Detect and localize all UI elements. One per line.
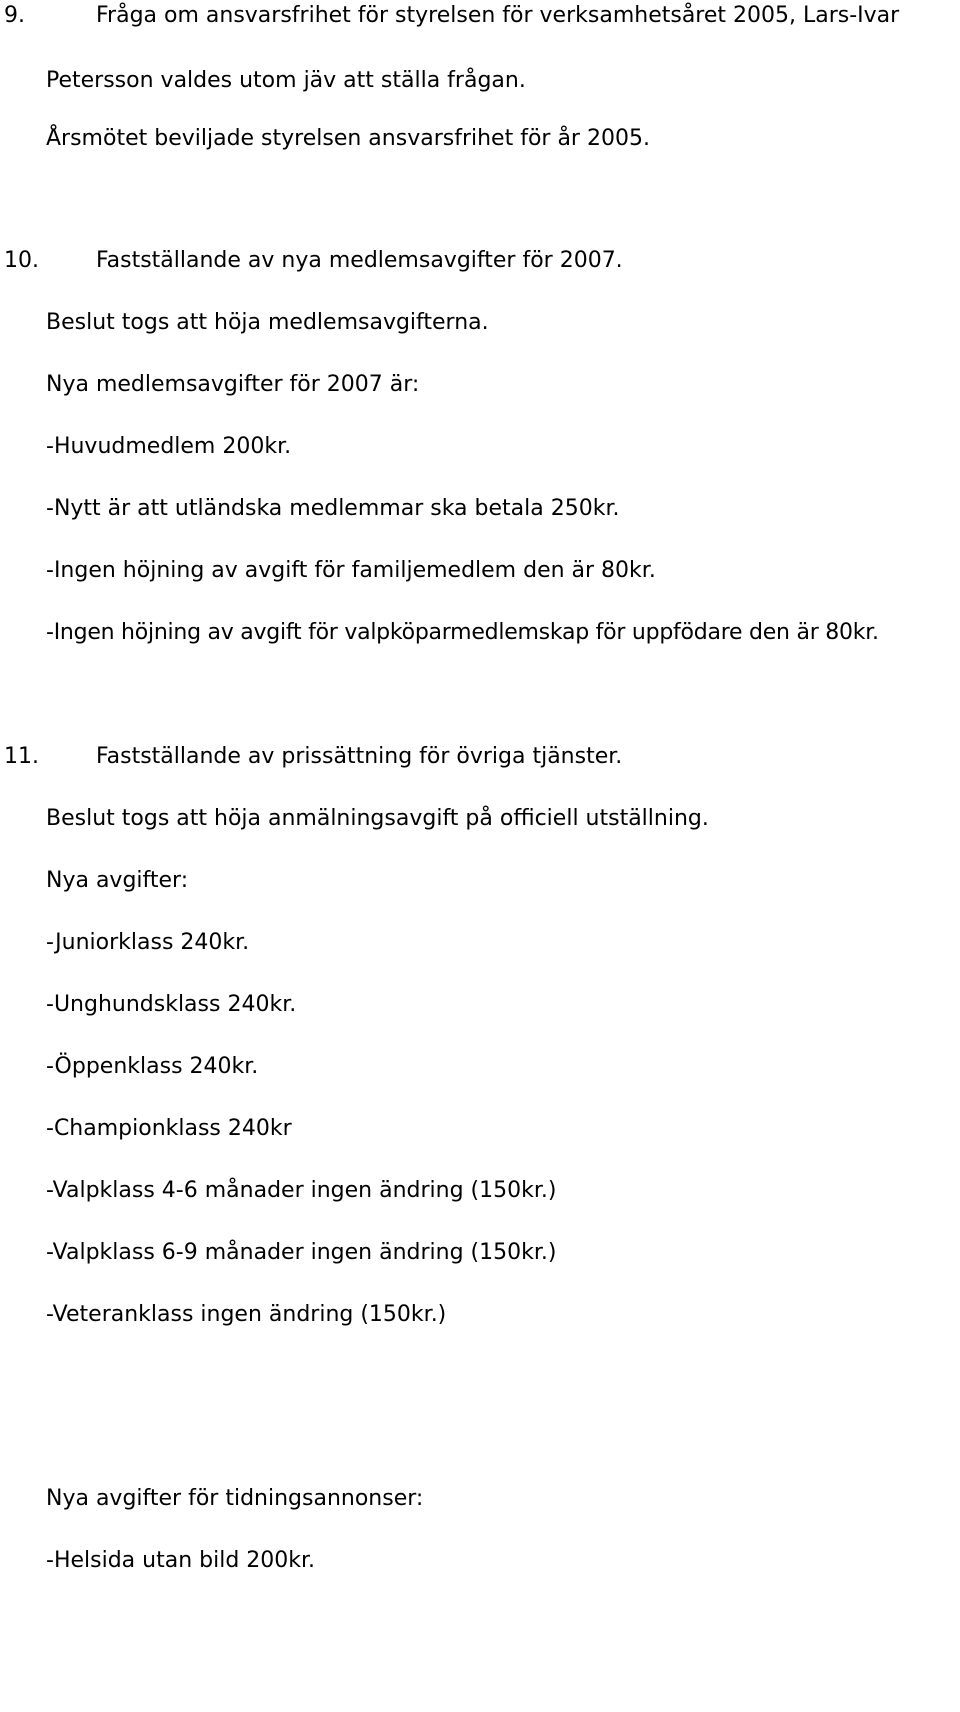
- fee-item: -Valpklass 6-9 månader ingen ändring (150kr.): [46, 1240, 557, 1265]
- section-title: Fastställande av nya medlemsavgifter för 2007.: [96, 248, 623, 273]
- paragraph-line: Beslut togs att höja anmälningsavgift på officiell utställning.: [46, 806, 709, 831]
- fee-item: -Huvudmedlem 200kr.: [46, 434, 292, 459]
- fee-item: -Ingen höjning av avgift för valpköparmedlemskap för uppfödare den är 80kr.: [46, 620, 879, 645]
- fee-item: -Valpklass 4-6 månader ingen ändring (150kr.): [46, 1178, 557, 1203]
- paragraph-line: Petersson valdes utom jäv att ställa frågan.: [46, 68, 526, 93]
- fee-item: -Veteranklass ingen ändring (150kr.): [46, 1302, 447, 1327]
- fee-item: -Helsida utan bild 200kr.: [46, 1548, 316, 1573]
- fee-item: -Unghundsklass 240kr.: [46, 992, 297, 1017]
- paragraph-line: Nya avgifter:: [46, 868, 189, 893]
- fee-item: -Nytt är att utländska medlemmar ska betala 250kr.: [46, 496, 620, 521]
- fee-item: -Ingen höjning av avgift för familjemedlem den är 80kr.: [46, 558, 656, 583]
- paragraph-line: Beslut togs att höja medlemsavgifterna.: [46, 310, 489, 335]
- section-title: Fråga om ansvarsfrihet för styrelsen för verksamhetsåret 2005, Lars-Ivar: [96, 3, 900, 28]
- paragraph-line: Nya medlemsavgifter för 2007 är:: [46, 372, 420, 397]
- fee-item: -Juniorklass 240kr.: [46, 930, 250, 955]
- section-number: 9.: [4, 3, 25, 28]
- ads-heading: Nya avgifter för tidningsannonser:: [46, 1486, 424, 1511]
- paragraph-line: Årsmötet beviljade styrelsen ansvarsfrihet för år 2005.: [46, 126, 650, 151]
- section-number: 10.: [4, 248, 39, 273]
- fee-item: -Championklass 240kr: [46, 1116, 292, 1141]
- section-title: Fastställande av prissättning för övriga tjänster.: [96, 744, 623, 769]
- fee-item: -Öppenklass 240kr.: [46, 1054, 259, 1079]
- section-number: 11.: [4, 744, 39, 769]
